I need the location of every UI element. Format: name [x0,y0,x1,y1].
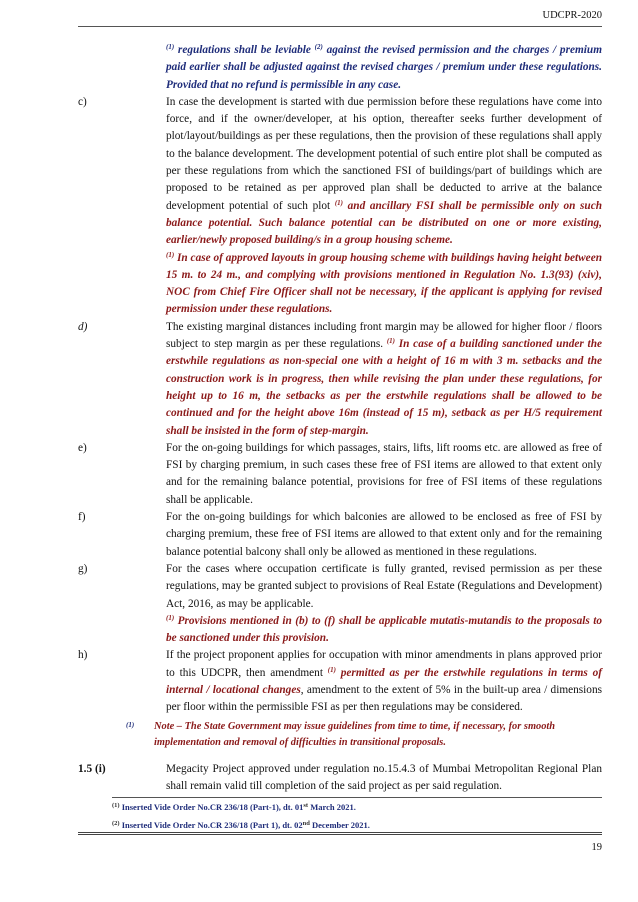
amendment-marker: (1) [327,665,336,674]
clause-c [78,94,602,250]
footnote-rule [112,797,602,798]
clause-text: For the cases where occupation certificate is fully granted, revised permission as per these regulations, may be granted subject to provisions of Real Estate (Regulations and Development) Act, 2016, as may be applicable. [166,562,602,610]
section-1-5-i [78,761,602,796]
clause-e [78,440,602,509]
note-text: Note – The State Government may issue guidelines from time to time, if necessary, for smooth implementation and removal of difficulties in transitional proposals. [154,720,556,748]
ordinal-suffix: nd [302,820,310,827]
ordinal-suffix: st [303,802,309,809]
footnote-text: March 2021. [310,802,356,812]
amendment-marker: (1) [386,337,395,346]
clause-text: The existing marginal distances including front margin may be allowed for higher floor / floors subject to step margin as per these regulations. [166,320,602,351]
amended-text: In case of a building sanctioned under the erstwhile regulations as non-special one with a height of 16 m with 3 m. setbacks and the construction work is in progress, then while revising the plan under these regulations, for height up to 16 m, the setbacks as per the erstwhile regulations shall be allowed to be continued and for the height above 16m (instead of 15 m), setback as per H/5 requirement shall be insisted in the form of step-margin. [166,338,602,437]
clause-label: d) [78,320,88,333]
footnote-text: Inserted Vide Order No.CR 236/18 (Part-1), dt. 01 [121,802,304,812]
clause-g [78,561,602,613]
page-number: 19 [591,842,602,853]
footnote-text: Inserted Vide Order No.CR 236/18 (Part 1), dt. 02 [121,820,303,830]
document-body [78,42,602,795]
amendment-marker: (1) [166,250,175,259]
clause-text: If the project proponent applies for occupation with minor amendments in plans approved prior to this UDCPR, then amendment [166,649,602,679]
clause-text: For the on-going buildings for which balconies are allowed to be enclosed as free of FSI by charging premium, these free of FSI items are allowed to that extent only and for the remaining balance potential balcony shall only be allowed as mentioned in these regulations. [166,511,602,558]
header-rule [78,26,602,27]
clause-text: , amendment to the extent of 5% in the built-up area / dimensions per floor within the permissible FSI as per then regulations may be considered. [166,683,603,714]
clause-label: h) [78,649,88,662]
amendment-marker: (2) [314,43,323,51]
amended-text: Provisions mentioned in (b) to (f) shall be applicable mutatis-mutandis to the proposals to be sanctioned under this provision. [166,614,602,645]
clause-label: e) [78,441,87,454]
clause-text: For the on-going buildings for which passages, stairs, lifts, lift rooms etc. are allowed as free of FSI by charging premium, in such cases these free of FSI items are allowed to that extent only and for the remaining balance potential, provisions for free of FSI items of these regulations shall be applicable. [166,441,602,506]
amended-text: permitted as per the erstwhile regulations in terms of internal / locational changes [166,666,602,696]
clause-h [78,647,602,716]
amended-text: and ancillary FSI shall be permissible only on such balance potential. Such balance potential can be distributed on one or more existing, earlier/newly proposed building/s in a group housing scheme. [166,199,602,247]
footnote-1 [112,802,592,812]
footer-rule [78,832,602,835]
clause-label: c) [78,95,87,108]
header-document-code: UDCPR-2020 [542,10,602,21]
clause-d [78,319,602,440]
footnote-2 [112,820,592,830]
amended-text: In case of approved layouts in group housing scheme with buildings having height between 15 m. to 24 m., and complying with provisions mentioned in Regulation No. 1.3(93) (xiv), NOC from Chief Fire Officer shall not be necessary, if the applicant is applying for revised permission under these regulations. [166,251,602,316]
clause-g-proviso [78,613,602,648]
clause-c-proviso [78,250,602,319]
clause-text: In case the development is started with due permission before these regulations have come into force, and if the owner/developer, at his option, thereafter seeks further development of plot/layout/buildings as per these regulations, then the provision of these regulations shall apply to the balance development. The development potential of such entire plot shall be computed as per these regulations from which the sanctioned FSI of buildings/part of buildings which are proposed to be retained as per approved plan shall be deducted to arrive at the balance development potential of such plot [166,95,602,212]
continued-paragraph [78,42,602,94]
footnote-marker: (1) [112,802,120,809]
footnote-marker: (2) [112,820,120,827]
section-label: 1.5 (i) [78,762,106,775]
clause-label: g) [78,562,88,575]
clause-f [78,509,602,561]
amendment-marker: (1) [166,43,175,51]
transition-note [78,719,602,751]
amended-text: regulations shall be leviable [177,44,311,56]
footnote-text: December 2021. [312,820,370,830]
amendment-marker: (1) [166,613,175,622]
section-text: Megacity Project approved under regulation no.15.4.3 of Mumbai Metropolitan Regional Plan shall remain valid till completion of the said project as per said regulation. [166,762,602,792]
amended-text: against the revised permission and the charges / premium paid earlier shall be adjusted against the revised charges / premium under these regulations. Provided that no refund is permissible in any case. [166,44,602,91]
amendment-marker: (1) [334,198,343,207]
clause-label: f) [78,511,86,524]
amendment-marker: (1) [126,720,135,729]
